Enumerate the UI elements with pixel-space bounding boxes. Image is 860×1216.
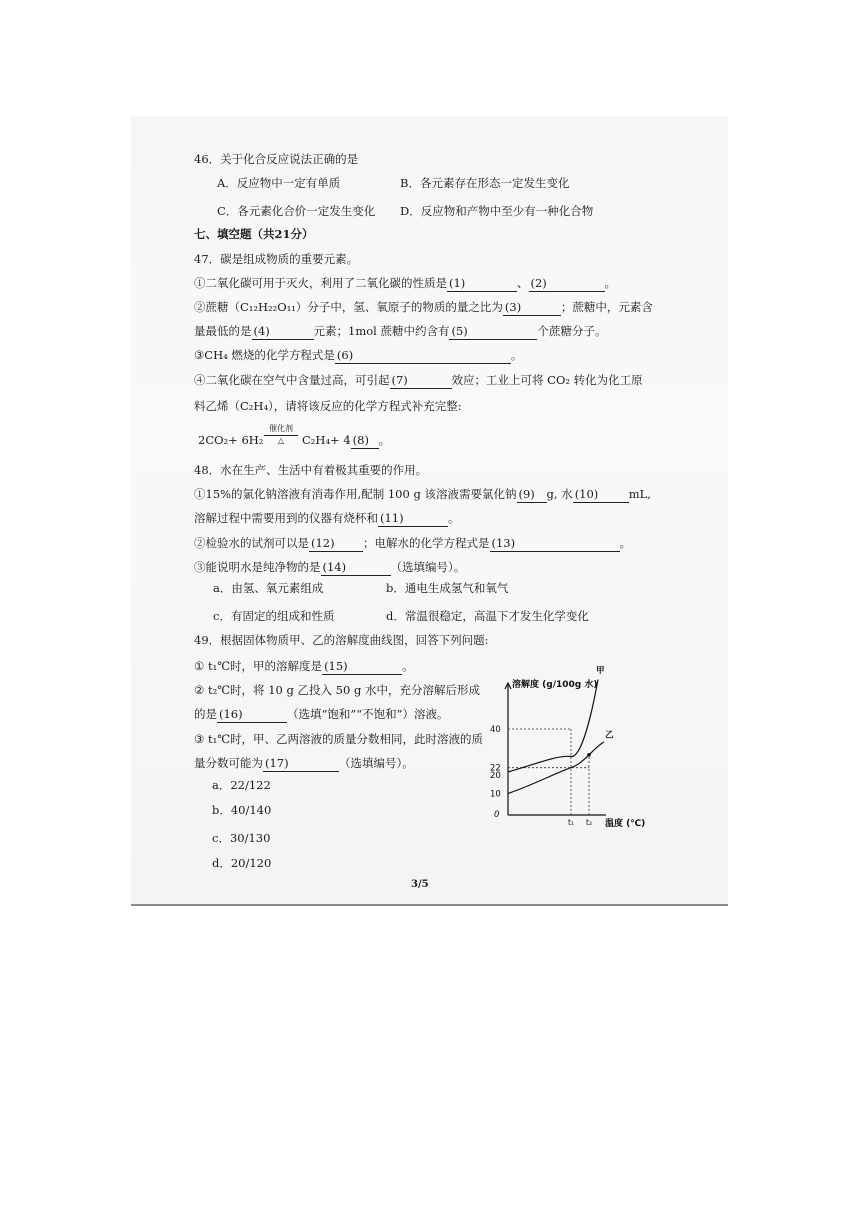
q47-l2-post: ；蔗糖中，元素含 [560,300,653,314]
q48-line-1 [194,486,651,503]
q48-l1-mid: g, 水 [546,487,573,501]
intersection-point [587,753,591,757]
q48-l3-end: 。 [619,536,631,550]
q47-equation-right [302,432,390,449]
blank-16: (16) [217,706,287,723]
q46-option-c: C．各元素化合价一定发生变化 [217,204,376,218]
q47-line-3 [194,323,606,340]
blank-6: (6) [335,347,511,364]
blank-8: (8) [351,432,379,449]
q47-l3-mid: 元素；1mol 蔗糖中约含有 [313,324,450,338]
curve-jia [508,680,598,772]
q49-l1-end: 。 [402,659,414,673]
q48-option-c: c．有固定的组成和性质 [213,609,335,623]
blank-15: (15) [322,658,402,675]
q49-l5-post: （选填编号）。 [339,756,414,770]
q48-l1-post: mL, [628,487,651,501]
q49-line-2: ② t₂℃时，将 10 g 乙投入 50 g 水中，充分溶解后形成 [194,683,480,697]
q47-line-4 [194,347,522,364]
q49-l5-text: 量分数可能为 [194,756,263,770]
q48-l2-end: 。 [448,511,460,525]
q48-l1-text: ①15%的氯化钠溶液有消毒作用,配制 100 g 该溶液需要氯化钠 [194,487,517,501]
y-tick-label: 10 [490,789,501,800]
q48-option-a: a．由氢、氧元素组成 [213,581,324,595]
blank-12: (12) [309,535,363,552]
q49-line-1 [194,658,414,675]
q49-line-4: ③ t₁℃时，甲、乙两溶液的质量分数相同，此时溶液的质 [194,732,484,746]
x-tick-label: t₂ [586,818,592,827]
q49-line-5 [194,755,414,772]
q47-l1-sep: 、 [517,276,529,290]
y-axis-label: 溶解度 (g/100g 水) [512,680,598,690]
q47-l3-text: 量最低的是 [194,324,252,338]
x-tick-label: t₁ [568,818,574,827]
q48-line-4 [194,559,465,576]
q48-stem: 48．水在生产、生活中有着极其重要的作用。 [194,463,428,477]
q47-l4-text: ③CH₄ 燃烧的化学方程式是 [194,348,335,362]
q47-stem: 47．碳是组成物质的重要元素。 [194,252,359,266]
q48-l2-text: 溶解过程中需要用到的仪器有烧杯和 [194,511,378,525]
q47-l5-text: ④二氧化碳在空气中含量过高，可引起 [194,373,390,387]
y-tick-label: 22 [490,763,501,774]
q47-l1-text: ①二氧化碳可用于灭火，利用了二氧化碳的性质是 [194,276,447,290]
blank-5: (5) [449,323,537,340]
blank-13: (13) [490,535,620,552]
series-label: 甲 [596,666,605,677]
q47-l1-end: 。 [604,276,616,290]
q48-l4-text: ③能说明水是纯净物的是 [194,560,321,574]
q48-l3-mid: ；电解水的化学方程式是 [363,536,490,550]
blank-17: (17) [263,755,339,772]
q47-eq-right-text: C₂H₄+ 4 [302,433,351,447]
q49-stem: 49．根据固体物质甲、乙的溶解度曲线图，回答下列问题: [194,633,489,647]
blank-4: (4) [252,323,314,340]
blank-7: (7) [390,372,452,389]
q48-line-2 [194,510,460,527]
q47-line-1 [194,275,616,292]
series-label: 乙 [605,730,614,741]
q48-l4-post: （选填编号）。 [390,560,466,574]
blank-14: (14) [321,559,391,576]
q47-line-5 [194,372,643,389]
blank-11: (11) [378,510,448,527]
q49-option-a: a．22/122 [212,778,271,792]
section-heading: 七、填空题（共21分） [194,227,314,241]
q47-l5-post: 效应；工业上可将 CO₂ 转化为化工原 [451,373,643,387]
q48-option-b: b．通电生成氢气和氧气 [386,581,509,595]
heat-symbol: △ [264,435,298,446]
blank-2: (2) [529,275,605,292]
q46-option-d: D．反应物和产物中至少有一种化合物 [400,204,594,218]
blank-9: (9) [517,486,547,503]
q49-option-d: d．20/120 [212,856,272,870]
blank-3: (3) [503,299,561,316]
q49-l3-post: （选填“饱和”“不饱和”）溶液。 [287,707,449,721]
origin-label: 0 [494,810,500,820]
q47-line-6: 料乙烯（C₂H₄），请将该反应的化学方程式补充完整: [194,399,462,413]
q47-l3-post: 个蔗糖分子。 [537,324,607,338]
q49-option-c: c．30/130 [212,831,271,845]
q46-option-b: B．各元素存在形态一定发生变化 [400,176,570,190]
page-number: 3/5 [411,879,429,890]
q49-option-b: b．40/140 [212,803,272,817]
x-axis-label: 温度 (℃) [605,819,646,829]
blank-1: (1) [447,275,517,292]
solubility-chart [488,666,658,840]
q47-l2-text: ②蔗糖（C₁₂H₂₂O₁₁）分子中，氢、氧原子的物质的量之比为 [194,300,503,314]
q46-option-a: A．反应物中一定有单质 [217,176,341,190]
q49-l1-text: ① t₁℃时，甲的溶解度是 [194,659,323,673]
q46-stem: 46．关于化合反应说法正确的是 [194,152,359,166]
catalyst-label: 催化剂 [269,424,293,433]
q48-l3-text: ②检验水的试剂可以是 [194,536,309,550]
q48-line-3 [194,535,631,552]
q47-eq-end: 。 [378,433,391,447]
equation-condition [264,424,298,446]
y-tick-label: 40 [490,725,501,735]
q49-line-3 [194,706,449,723]
blank-10: (10) [573,486,629,503]
q47-l4-end: 。 [510,348,523,362]
q47-equation-left: 2CO₂+ 6H₂ [198,433,264,447]
q47-line-2 [194,299,653,316]
y-tick-label: 20 [490,771,501,781]
q48-option-d: d．常温很稳定，高温下才发生化学变化 [386,609,589,623]
q49-l3-text: 的是 [194,707,217,721]
